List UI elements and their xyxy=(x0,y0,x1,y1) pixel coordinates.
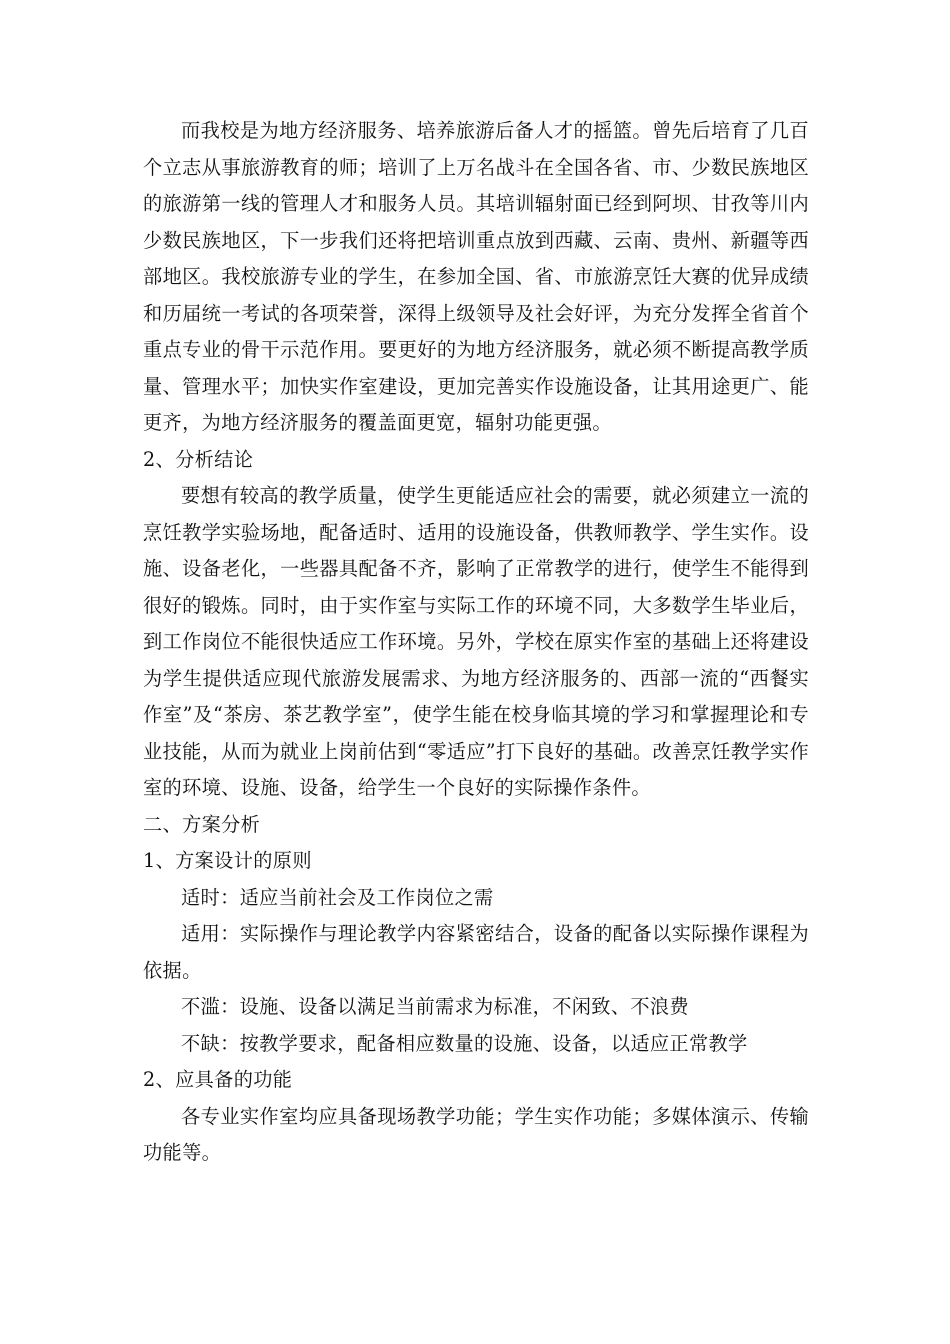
principle-not-lacking: 不缺：按教学要求，配备相应数量的设施、设备，以适应正常教学 xyxy=(181,1031,748,1055)
heading-plan-analysis: 二、方案分析 xyxy=(143,812,261,836)
heading-design-principles: 1、方案设计的原则 xyxy=(143,849,312,872)
paragraph-functions: 各专业实作室均应具备现场教学功能；学生实作功能；多媒体演示、传输功能等。 xyxy=(143,1104,809,1164)
heading-analysis-conclusion: 2、分析结论 xyxy=(143,447,254,471)
heading-functions: 2、应具备的功能 xyxy=(143,1068,293,1091)
principle-not-excessive: 不滥：设施、设备以满足当前需求为标准，不闲致、不浪费 xyxy=(181,995,689,1018)
principle-applicable: 适用：实际操作与理论教学内容紧密结合，设备的配备以实际操作课程为依据。 xyxy=(143,922,809,982)
paragraph-school-role: 而我校是为地方经济服务、培养旅游后备人才的摇篮。曾先后培育了几百个立志从事旅游教育的师；培训了上万名战斗在全国各省、市、少数民族地区的旅游第一线的管理人才和服务人员。其培训辐射面已经到阿坝、甘孜等川内少数民族地区，下一步我们还将把培训重点放到西藏、云南、贵州、新疆等西部地区。我校旅游专业的学生，在参加全国、省、市旅游烹饪大赛的优异成绩和历届统一考试的各项荣誉，深得上级领导及社会好评，为充分发挥全省首个重点专业的骨干示范作用。要更好的为地方经济服务，就必须不断提高教学质量、管理水平；加快实作室建设，更加完善实作设施设备，让其用途更广、能更齐，为地方经济服务的覆盖面更宽，辐射功能更强。 xyxy=(143,119,809,434)
document-page xyxy=(143,113,809,1172)
paragraph-analysis-conclusion: 要想有较高的教学质量，使学生更能适应社会的需要，就必须建立一流的烹饪教学实验场地，配备适时、适用的设施设备，供教师教学、学生实作。设施、设备老化，一些器具配备不齐，影响了正常教学的进行，使学生不能得到很好的锻炼。同时，由于实作室与实际工作的环境不同，大多数学生毕业后，到工作岗位不能很快适应工作环境。另外，学校在原实作室的基础上还将建设为学生提供适应现代旅游发展需求、为地方经济服务的、西部一流的“西餐实作室”及“茶房、茶艺教学室”，使学生能在校身临其境的学习和掌握理论和专业技能，从而为就业上岗前估到“零适应”打下良好的基础。改善烹饪教学实作室的环境、设施、设备，给学生一个良好的实际操作条件。 xyxy=(143,484,809,799)
principle-timely: 适时：适应当前社会及工作岗位之需 xyxy=(181,885,494,909)
